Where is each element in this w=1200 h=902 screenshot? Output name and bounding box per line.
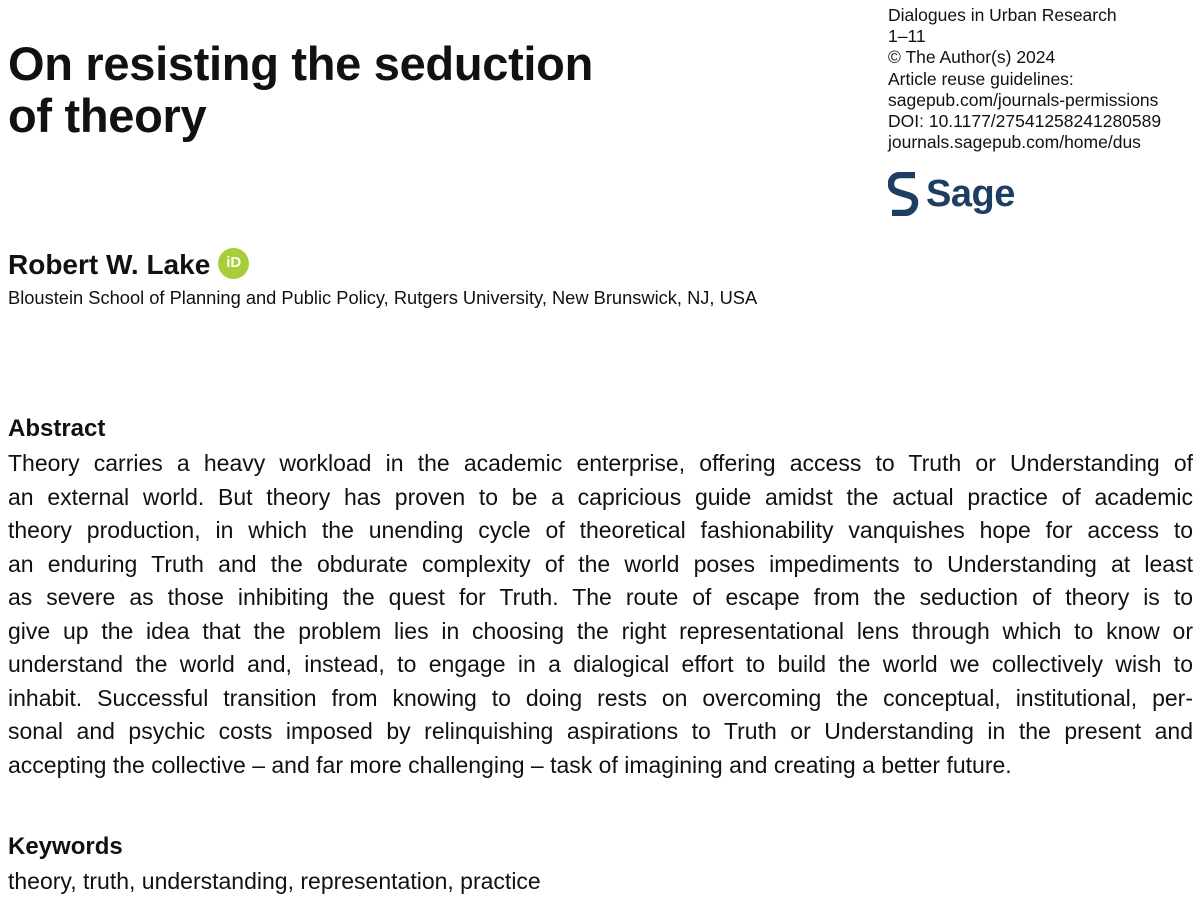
abstract-heading: Abstract — [8, 415, 106, 442]
reuse-label: Article reuse guidelines: — [888, 68, 1074, 89]
journal-name: Dialogues in Urban Research — [888, 5, 1117, 25]
author-name-text: Robert W. Lake — [8, 249, 211, 280]
title-line-1: On resisting the seduction — [8, 37, 594, 90]
title-line-2: of theory — [8, 89, 207, 142]
abstract-line: sonal and psychic costs imposed by relinquishing aspirations to Truth or Understanding in the present and — [8, 718, 1193, 744]
orcid-icon[interactable]: iD — [218, 248, 249, 279]
author-name — [8, 247, 249, 283]
copyright: © The Author(s) 2024 — [888, 47, 1056, 68]
abstract-line: Theory carries a heavy workload in the academic enterprise, offering access to Truth or Understanding of — [8, 450, 1193, 476]
abstract-line: as severe as those inhibiting the quest for Truth. The route of escape from the seduction of theory is to — [8, 584, 1193, 610]
permissions-link[interactable]: sagepub.com/journals-permissions — [888, 89, 1159, 110]
publisher-logo — [888, 172, 1015, 216]
abstract-line: inhabit. Successful transition from knowing to doing rests on overcoming the conceptual, institutional, per- — [8, 684, 1193, 711]
journal-homepage-link[interactable]: journals.sagepub.com/home/dus — [888, 132, 1141, 153]
abstract-line: understand the world and, instead, to engage in a dialogical effort to build the world we collectively wish to — [8, 651, 1193, 677]
article-title — [8, 38, 708, 142]
publisher-name: Sage — [926, 173, 1015, 215]
keywords-heading: Keywords — [8, 833, 123, 860]
abstract-line-last: accepting the collective – and far more challenging – task of imagining and creating a better future. — [8, 751, 1012, 778]
page-range: 1–11 — [888, 26, 926, 47]
abstract-line: give up the idea that the problem lies in choosing the right representational lens through which to know or — [8, 617, 1193, 644]
abstract-line: an external world. But theory has proven to be a capricious guide amidst the actual practice of academic — [8, 483, 1193, 510]
doi[interactable]: DOI: 10.1177/27541258241280589 — [888, 111, 1162, 132]
author-affiliation: Bloustein School of Planning and Public Policy, Rutgers University, New Brunswick, NJ, USA — [8, 287, 758, 308]
abstract-line: an enduring Truth and the obdurate complexity of the world poses impediments to Understanding at least — [8, 550, 1193, 577]
abstract-line: theory production, in which the unending cycle of theoretical fashionability vanquishes hope for access to — [8, 517, 1193, 543]
keywords-list: theory, truth, understanding, representation, practice — [8, 868, 541, 894]
abstract-body — [8, 447, 1193, 782]
sage-s-icon — [888, 172, 920, 216]
journal-meta — [888, 5, 1198, 153]
